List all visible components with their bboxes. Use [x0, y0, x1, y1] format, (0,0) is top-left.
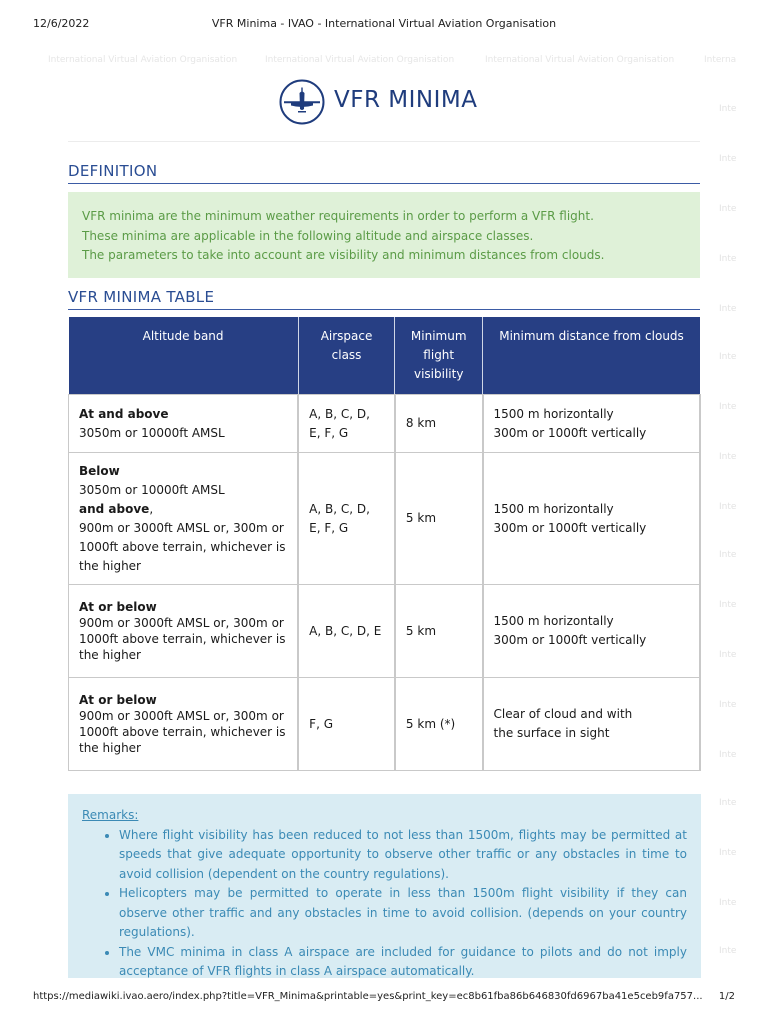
- table-row: [69, 585, 701, 678]
- table-row: [69, 395, 701, 453]
- title-divider: [68, 141, 700, 142]
- remark-item: • The VMC minima in class A airspace are included for guidance to pilots and do not imply acceptance of VFR flights in class A airspace automatically.: [119, 943, 687, 982]
- column-header-altitude: Altitude band: [69, 317, 299, 395]
- visibility-cell: 5 km: [395, 585, 483, 678]
- watermark-text: Inte: [719, 650, 737, 660]
- altitude-band-cell: [69, 585, 299, 678]
- definition-line: The parameters to take into account are visibility and minimum distances from clouds.: [82, 248, 605, 262]
- watermark-text: Inte: [719, 154, 737, 164]
- altitude-band-cell: [69, 395, 299, 453]
- cloud-distance-vertical: 300m or 1000ft vertically: [493, 520, 647, 535]
- altitude-band-text: 3050m or 10000ft AMSL: [79, 425, 225, 440]
- altitude-band-text: 900m or 3000ft AMSL or, 300m or 1000ft above terrain, whichever is the higher: [79, 709, 286, 755]
- altitude-band-bold: At or below: [79, 600, 157, 614]
- watermark-text: International Virtual Aviation Organisation: [485, 55, 675, 65]
- airspace-class-cell: A, B, C, D, E: [298, 585, 395, 678]
- visibility-cell: 5 km: [395, 453, 483, 585]
- print-page-title: VFR Minima - IVAO - International Virtual Aviation Organisation: [211, 17, 557, 30]
- table-heading: VFR MINIMA TABLE: [68, 288, 700, 310]
- cloud-distance-vertical: 300m or 1000ft vertically: [493, 425, 647, 440]
- cloud-condition-line: the surface in sight: [493, 726, 610, 740]
- column-header-visibility: Minimum flight visibility: [395, 317, 483, 395]
- altitude-band-text: 900m or 3000ft AMSL or, 300m or 1000ft above terrain, whichever is the higher: [79, 520, 286, 573]
- watermark-text: Inte: [719, 254, 737, 264]
- remarks-list: [82, 826, 687, 982]
- watermark-row: [0, 55, 768, 67]
- cloud-distance-vertical: 300m or 1000ft vertically: [493, 633, 647, 647]
- altitude-band-bold: and above: [79, 501, 150, 516]
- remark-item: • Helicopters may be permitted to operate in less than 1500m flight visibility if they can observe other traffic and any obstacles in time to avoid collision. (depends on your country regulations).: [119, 884, 687, 943]
- vfr-minima-table: [68, 317, 701, 771]
- remark-item: • Where flight visibility has been reduced to not less than 1500m, flights may be permitted at speeds that give adequate opportunity to observe other traffic or any obstacles in time to avoid collision (dependent on the country regulations).: [119, 826, 687, 885]
- watermark-text: Inte: [719, 402, 737, 412]
- altitude-band-cell: [69, 453, 299, 585]
- watermark-text: Inte: [719, 700, 737, 710]
- altitude-band-text: 3050m or 10000ft AMSL: [79, 482, 225, 497]
- column-header-airspace: Airspace class: [298, 317, 395, 395]
- print-footer: [0, 991, 768, 1007]
- watermark-text: Inte: [719, 848, 737, 858]
- column-header-clouds: Minimum distance from clouds: [483, 317, 700, 395]
- watermark-text: Inte: [719, 204, 737, 214]
- watermark-text: Inte: [719, 798, 737, 808]
- watermark-text: Inte: [719, 750, 737, 760]
- watermark-text: Inte: [719, 104, 737, 114]
- cloud-distance-cell: [483, 585, 700, 678]
- airspace-class-cell: A, B, C, D, E, F, G: [298, 453, 395, 585]
- watermark-text: Inte: [719, 550, 737, 560]
- print-page-number: 1/2: [718, 991, 735, 1002]
- watermark-text: Inte: [719, 600, 737, 610]
- watermark-text: International Virtual Aviation Organisation: [48, 55, 238, 65]
- watermark-text: Inte: [719, 304, 737, 314]
- print-header: [0, 17, 768, 33]
- print-url: https://mediawiki.ivao.aero/index.php?title=VFR_Minima&printable=yes&print_key=ec8b61fba86b646830fd6967ba41e5ceb9fa757...: [33, 991, 703, 1002]
- watermark-text: Interna: [704, 55, 737, 65]
- table-row: [69, 678, 701, 771]
- definition-line: VFR minima are the minimum weather requirements in order to perform a VFR flight.: [82, 209, 594, 223]
- definition-box: [68, 192, 700, 278]
- watermark-text: Inte: [719, 502, 737, 512]
- watermark-text: Inte: [719, 352, 737, 362]
- altitude-band-cell: [69, 678, 299, 771]
- airspace-class-cell: A, B, C, D, E, F, G: [298, 395, 395, 453]
- cloud-distance-horizontal: 1500 m horizontally: [493, 406, 614, 421]
- watermark-text: Inte: [719, 946, 737, 956]
- remarks-box: [68, 794, 701, 978]
- cloud-distance-cell: [483, 453, 700, 585]
- altitude-band-punctuation: ,: [149, 501, 154, 516]
- remarks-title: Remarks:: [82, 808, 139, 822]
- altitude-band-bold: At and above: [79, 406, 169, 421]
- altitude-band-text: 900m or 3000ft AMSL or, 300m or 1000ft above terrain, whichever is the higher: [79, 616, 286, 662]
- watermark-text: Inte: [719, 898, 737, 908]
- cloud-condition-line: Clear of cloud and with: [493, 707, 633, 721]
- cloud-distance-horizontal: 1500 m horizontally: [493, 614, 614, 628]
- page-title: VFR MINIMA: [334, 87, 478, 113]
- table-header-row: [69, 317, 701, 395]
- definition-heading: DEFINITION: [68, 162, 700, 184]
- altitude-band-bold: Below: [79, 463, 120, 478]
- cloud-distance-horizontal: 1500 m horizontally: [493, 501, 614, 516]
- page-banner: [0, 77, 768, 127]
- cloud-distance-cell: [483, 395, 700, 453]
- airplane-circle-icon: [279, 79, 325, 125]
- visibility-cell: 5 km (*): [395, 678, 483, 771]
- altitude-band-bold: At or below: [79, 693, 157, 707]
- print-date: 12/6/2022: [33, 17, 90, 30]
- airspace-class-cell: F, G: [298, 678, 395, 771]
- watermark-text: Inte: [719, 452, 737, 462]
- cloud-distance-cell: [483, 678, 700, 771]
- table-row: [69, 453, 701, 585]
- definition-line: These minima are applicable in the following altitude and airspace classes.: [82, 228, 534, 243]
- watermark-text: International Virtual Aviation Organisation: [265, 55, 455, 65]
- visibility-cell: 8 km: [395, 395, 483, 453]
